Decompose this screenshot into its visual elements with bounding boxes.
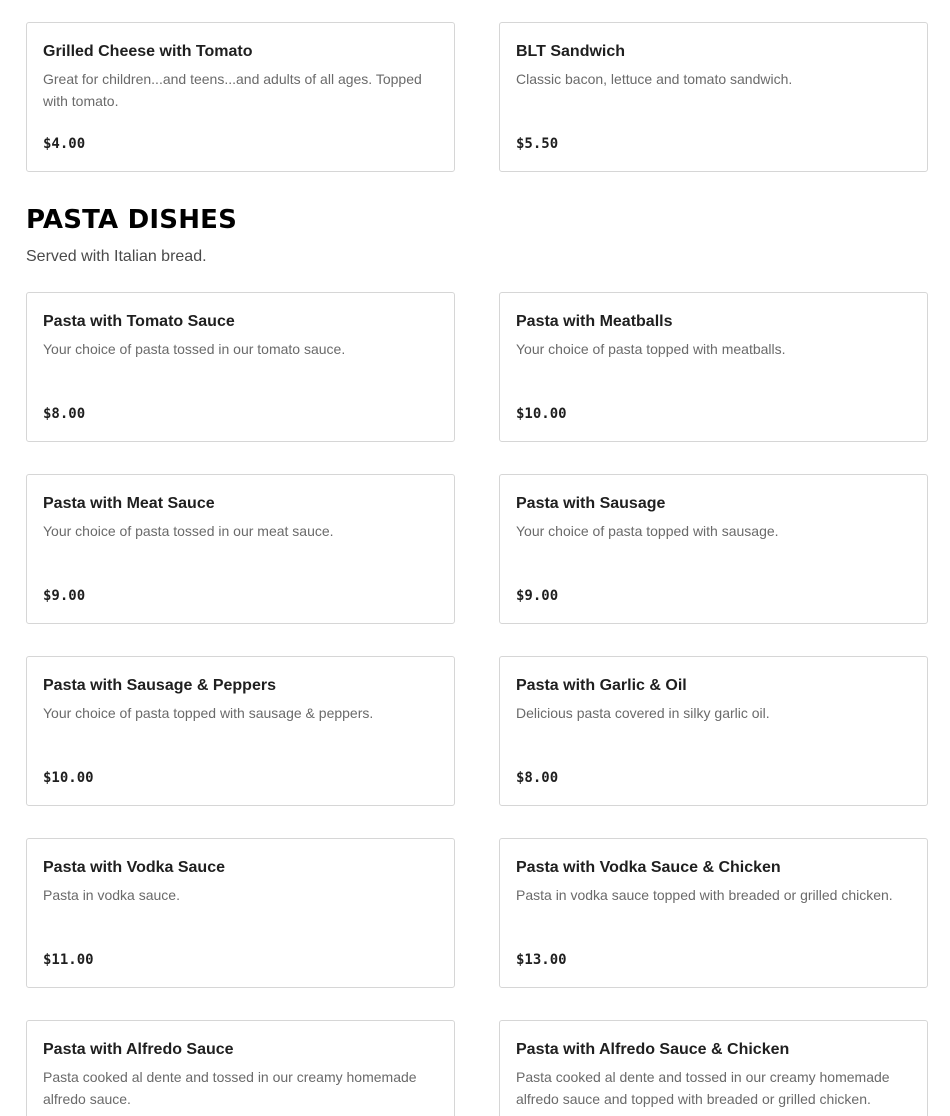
menu-item-name: Grilled Cheese with Tomato	[43, 43, 253, 60]
menu-item-price: $13.00	[516, 952, 567, 968]
menu-item-name: Pasta with Sausage	[516, 495, 666, 512]
menu-item-price: $11.00	[43, 952, 94, 968]
menu-item-card[interactable]	[26, 22, 455, 172]
menu-item-description: Classic bacon, lettuce and tomato sandwich.	[516, 71, 793, 87]
menu-item-description: Your choice of pasta topped with sausage & peppers.	[43, 705, 374, 721]
menu-item-card[interactable]	[26, 1020, 455, 1116]
menu-item-name: Pasta with Alfredo Sauce	[43, 1041, 234, 1058]
menu-item-description: Great for children...and teens...and adults of all ages. Topped with tomato.	[43, 71, 422, 109]
menu-item-price: $8.00	[516, 770, 559, 786]
menu-item-description: Your choice of pasta topped with meatballs.	[516, 341, 786, 357]
menu-item-description: Delicious pasta covered in silky garlic oil.	[516, 705, 770, 721]
menu-item-card[interactable]	[499, 292, 928, 442]
menu-item-card[interactable]	[499, 838, 928, 988]
menu-item-price: $10.00	[43, 770, 94, 786]
menu-item-price: $9.00	[516, 588, 559, 604]
menu-item-description: Pasta cooked al dente and tossed in our creamy homemade alfredo sauce.	[43, 1069, 417, 1107]
menu-item-name: Pasta with Vodka Sauce & Chicken	[516, 859, 781, 876]
menu-item-card[interactable]	[499, 474, 928, 624]
menu-item-name: Pasta with Meatballs	[516, 313, 673, 330]
menu-item-card[interactable]	[26, 474, 455, 624]
menu-item-description: Pasta in vodka sauce.	[43, 887, 180, 903]
menu-item-card[interactable]	[499, 22, 928, 172]
menu-item-card[interactable]	[499, 1020, 928, 1116]
menu-item-card[interactable]	[499, 656, 928, 806]
menu-item-name: Pasta with Vodka Sauce	[43, 859, 225, 876]
menu-item-name: BLT Sandwich	[516, 43, 626, 60]
menu-item-name: Pasta with Meat Sauce	[43, 495, 215, 512]
menu-item-price: $8.00	[43, 406, 86, 422]
section-subtitle: Served with Italian bread.	[26, 248, 207, 265]
menu-item-card[interactable]	[26, 838, 455, 988]
menu-item-card[interactable]	[26, 656, 455, 806]
menu-item-description: Your choice of pasta tossed in our tomato sauce.	[43, 341, 346, 357]
menu-item-description: Pasta in vodka sauce topped with breaded or grilled chicken.	[516, 887, 893, 903]
menu-item-description: Your choice of pasta tossed in our meat sauce.	[43, 523, 334, 539]
menu-item-price: $9.00	[43, 588, 86, 604]
menu-item-name: Pasta with Alfredo Sauce & Chicken	[516, 1041, 790, 1058]
menu-item-description: Pasta cooked al dente and tossed in our creamy homemade alfredo sauce and topped with breaded or grilled chicken.	[516, 1069, 890, 1107]
menu-item-card[interactable]	[26, 292, 455, 442]
menu-item-name: Pasta with Garlic & Oil	[516, 677, 687, 694]
menu-item-name: Pasta with Tomato Sauce	[43, 313, 235, 330]
menu-item-price: $4.00	[43, 136, 86, 152]
menu-item-description: Your choice of pasta topped with sausage.	[516, 523, 779, 539]
menu-item-price: $10.00	[516, 406, 567, 422]
menu-item-price: $5.50	[516, 136, 559, 152]
menu-item-name: Pasta with Sausage & Peppers	[43, 677, 276, 694]
section-title: PASTA DISHES	[26, 205, 238, 235]
